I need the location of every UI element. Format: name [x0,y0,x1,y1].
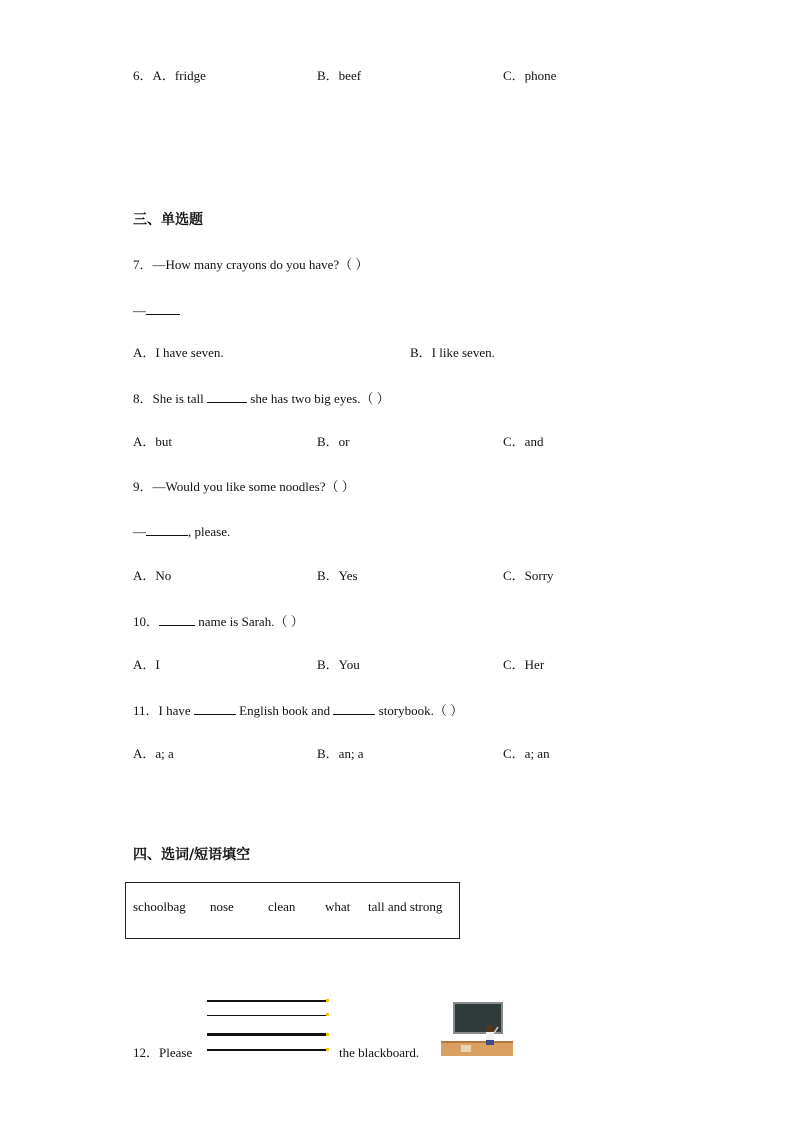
q8-option-b: B．or [317,434,350,449]
pen-dot [326,999,329,1002]
q11-blank-2[interactable] [333,702,375,715]
q6-option-a: 6．A．fridge [133,68,206,83]
q11-option-a: A．a; a [133,746,174,761]
q7-question: 7．—How many crayons do you have?（ ） [133,257,369,272]
q11-option-c: C．a; an [503,746,550,761]
q9-option-b: B．Yes [317,568,358,583]
answer-line [207,1000,327,1002]
q11-question [133,702,463,719]
word-bank-item: nose [210,899,234,914]
answer-line [207,1033,327,1036]
q11-blank-1[interactable] [194,702,236,715]
q10-question [133,613,304,630]
word-bank-item: clean [268,899,296,914]
q9-blank[interactable] [146,523,188,536]
q8-option-a: A．but [133,434,173,449]
q7-answer-line [133,302,180,319]
q10-option-b: B．You [317,657,360,672]
blackboard-surface [455,1004,501,1032]
word-bank-item: what [325,899,351,914]
pen-dot [326,1048,329,1051]
q11-post: storybook.（ ） [375,703,464,718]
pen-dot [326,1033,329,1036]
desk [441,1041,513,1056]
answer-line [207,1015,327,1016]
q9-dash: — [133,524,146,539]
q10-blank[interactable] [159,613,195,626]
q10-pre: 10． [133,614,160,629]
student-skirt [486,1040,494,1045]
q12-post: the blackboard. [339,1045,420,1060]
q11-pre: 11．I have [133,703,194,718]
q10-option-a: A．I [133,657,160,672]
q9-question: 9．—Would you like some noodles?（ ） [133,479,355,494]
desk-edge [441,1041,513,1043]
q8-blank[interactable] [207,390,247,403]
student-head [486,1025,494,1033]
pen-dot [326,1013,329,1016]
q9-answer-line [133,523,230,540]
book [461,1045,471,1052]
word-bank-item: tall and strong [368,899,443,914]
q9-suffix: , please. [188,524,231,539]
q6-option-c: C．phone [503,68,557,83]
word-bank-item: schoolbag [133,899,186,914]
q10-post: name is Sarah.（ ） [195,614,304,629]
blackboard-icon [441,1001,513,1057]
section-3-title: 三、单选题 [133,212,203,228]
q11-option-b: B．an; a [317,746,364,761]
q7-option-a: A．I have seven. [133,345,224,360]
section-4-title: 四、选词/短语填空 [133,847,251,863]
q6-option-b: B．beef [317,68,362,83]
q7-option-b: B．I like seven. [410,345,495,360]
q8-pre: 8．She is tall [133,391,208,406]
q9-option-c: C．Sorry [503,568,554,583]
q7-dash: — [133,303,146,318]
q8-question [133,390,390,407]
q12-pre: 12．Please [133,1045,193,1060]
answer-line [207,1049,327,1051]
q7-blank[interactable] [146,302,180,315]
q8-option-c: C．and [503,434,544,449]
q10-option-c: C．Her [503,657,545,672]
q11-mid: English book and [235,703,334,718]
q12-answer-lines[interactable] [207,997,329,1055]
word-bank-box [125,882,460,939]
q8-post: she has two big eyes.（ ） [247,391,390,406]
q9-option-a: A．No [133,568,172,583]
